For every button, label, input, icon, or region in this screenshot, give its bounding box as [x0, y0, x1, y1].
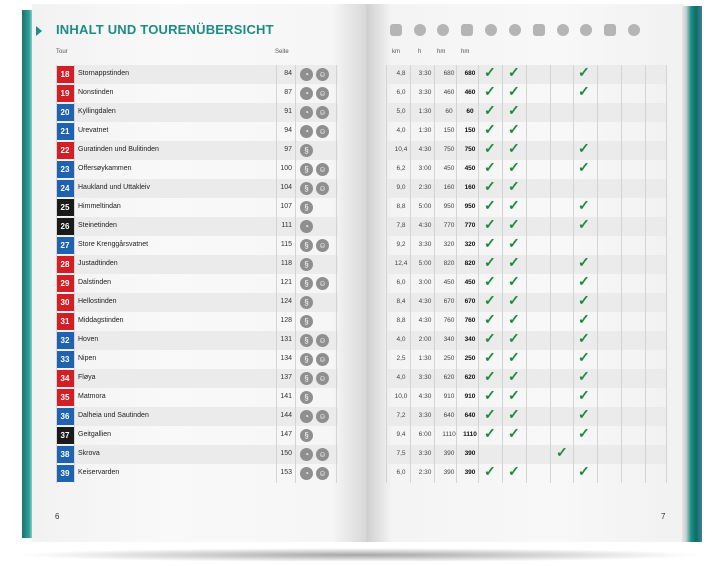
route-icon: ◔ — [300, 68, 313, 81]
page-title: INHALT UND TOURENÜBERSICHT — [56, 22, 274, 37]
tour-stat: 60 — [445, 108, 453, 115]
checkmark-icon: ✓ — [484, 216, 496, 232]
hiker-icon: § — [300, 296, 313, 309]
tour-stat: 4:30 — [418, 393, 432, 400]
tour-stat: 6:00 — [418, 431, 432, 438]
checkmark-icon: ✓ — [578, 292, 590, 308]
tour-stat: 2,5 — [396, 355, 406, 362]
signpost-icon — [580, 24, 592, 36]
tour-number-badge: 31 — [56, 313, 74, 330]
family-icon: ☺ — [316, 410, 329, 423]
tour-number-badge: 22 — [56, 142, 74, 159]
tour-stat: 2:00 — [418, 336, 432, 343]
tour-stat: 5:00 — [418, 260, 432, 267]
checkmark-icon: ✓ — [508, 292, 520, 308]
family-icon: ☺ — [316, 106, 329, 119]
page-number-right: 7 — [661, 512, 666, 521]
checkmark-icon: ✓ — [508, 83, 520, 99]
checkmark-icon: ✓ — [578, 425, 590, 441]
camera-icon — [461, 24, 473, 36]
checkmark-icon: ✓ — [578, 349, 590, 365]
tour-number-badge: 39 — [56, 465, 74, 482]
tour-stat: 460 — [464, 89, 476, 96]
checkmark-icon: ✓ — [578, 368, 590, 384]
family-icon: ☺ — [316, 372, 329, 385]
tour-stat: 670 — [464, 298, 476, 305]
checkmark-icon: ✓ — [508, 311, 520, 327]
checkmark-icon: ✓ — [484, 64, 496, 80]
checkmark-icon: ✓ — [508, 121, 520, 137]
checkmark-icon: ✓ — [484, 83, 496, 99]
checkmark-icon: ✓ — [578, 254, 590, 270]
checkmark-icon: ✓ — [508, 197, 520, 213]
tour-stat: 7,5 — [396, 450, 406, 457]
tour-stat: 3:30 — [418, 89, 432, 96]
checkmark-icon: ✓ — [508, 387, 520, 403]
tour-stat: 680 — [464, 70, 476, 77]
tour-name: Dalstinden — [78, 279, 112, 286]
grid-line — [478, 65, 479, 483]
tour-stat: 3:30 — [418, 374, 432, 381]
tour-stat: 10,0 — [394, 393, 408, 400]
checkmark-icon: ✓ — [484, 178, 496, 194]
tour-number-badge: 26 — [56, 218, 74, 235]
family-icon: ☺ — [316, 334, 329, 347]
hiker-icon: § — [300, 201, 313, 214]
tour-name: Keiservarden — [78, 469, 120, 476]
family-icon: ☺ — [316, 467, 329, 480]
family-icon: ☺ — [316, 239, 329, 252]
checkmark-icon: ✓ — [578, 406, 590, 422]
checkmark-icon: ✓ — [578, 273, 590, 289]
checkmark-icon: ✓ — [508, 178, 520, 194]
tour-stat: 6,0 — [396, 469, 406, 476]
tour-stat: 8,8 — [396, 317, 406, 324]
tour-stat: 4:30 — [418, 222, 432, 229]
tour-stat: 640 — [443, 412, 455, 419]
tour-stat: 150 — [464, 127, 476, 134]
checkmark-icon: ✓ — [484, 102, 496, 118]
route-icon: ◔ — [300, 410, 313, 423]
tour-page: 134 — [280, 355, 292, 362]
checkmark-icon: ✓ — [578, 64, 590, 80]
tour-stat: 390 — [464, 450, 476, 457]
tour-stat: 340 — [443, 336, 455, 343]
tour-stat: 250 — [464, 355, 476, 362]
checkmark-icon: ✓ — [484, 311, 496, 327]
tour-stat: 1:30 — [418, 355, 432, 362]
tour-stat: 820 — [443, 260, 455, 267]
checkmark-icon: ✓ — [484, 425, 496, 441]
grid-line — [295, 65, 296, 483]
tour-name: Hoven — [78, 336, 99, 343]
checkmark-icon: ✓ — [578, 83, 590, 99]
checkmark-icon: ✓ — [508, 368, 520, 384]
tour-stat: 4:30 — [418, 298, 432, 305]
tour-stat: 1:30 — [418, 127, 432, 134]
tour-number-badge: 20 — [56, 104, 74, 121]
tour-page: 121 — [280, 279, 292, 286]
tour-stat: 3:30 — [418, 70, 432, 77]
checkmark-icon: ✓ — [484, 159, 496, 175]
hiker-icon: § — [300, 429, 313, 442]
checkmark-icon: ✓ — [508, 254, 520, 270]
tour-stat: 12,4 — [394, 260, 408, 267]
checkmark-icon: ✓ — [578, 330, 590, 346]
checkmark-icon: ✓ — [578, 159, 590, 175]
tour-page: 128 — [280, 317, 292, 324]
checkmark-icon: ✓ — [508, 216, 520, 232]
family-icon: ☺ — [316, 277, 329, 290]
checkmark-icon: ✓ — [556, 444, 568, 460]
tour-stat: 450 — [464, 279, 476, 286]
checkmark-icon: ✓ — [484, 121, 496, 137]
hut-icon — [604, 24, 616, 36]
tour-stat: 8,4 — [396, 298, 406, 305]
tour-name: Skrova — [78, 450, 100, 457]
tour-stat: 390 — [464, 469, 476, 476]
tour-stat: 3:30 — [418, 241, 432, 248]
checkmark-icon: ✓ — [578, 140, 590, 156]
tour-stat: 2:30 — [418, 469, 432, 476]
tour-stat: 3:30 — [418, 450, 432, 457]
grid-line — [666, 65, 667, 483]
checkmark-icon: ✓ — [484, 406, 496, 422]
tour-stat: 950 — [464, 203, 476, 210]
tour-stat: 7,2 — [396, 412, 406, 419]
tour-name: Justadtinden — [78, 260, 118, 267]
clock-icon — [437, 24, 449, 36]
tour-page: 100 — [280, 165, 292, 172]
tour-stat: 3:00 — [418, 165, 432, 172]
tour-stat: 460 — [443, 89, 455, 96]
tour-stat: 5:00 — [418, 203, 432, 210]
tour-name: Urevatnet — [78, 127, 109, 134]
book-cover-right — [682, 6, 702, 542]
checkmark-icon: ✓ — [484, 140, 496, 156]
tour-stat: 6,0 — [396, 89, 406, 96]
tour-page: 107 — [280, 203, 292, 210]
tour-page: 87 — [284, 89, 292, 96]
grid-line — [56, 65, 57, 483]
grid-line — [526, 65, 527, 483]
tour-stat: 450 — [443, 165, 455, 172]
tour-stat: 670 — [443, 298, 455, 305]
checkmark-icon: ✓ — [578, 197, 590, 213]
checkmark-icon: ✓ — [484, 254, 496, 270]
checkmark-icon: ✓ — [508, 102, 520, 118]
tour-stat: 770 — [464, 222, 476, 229]
tour-number-badge: 37 — [56, 427, 74, 444]
tour-name: Himmeltindan — [78, 203, 121, 210]
tour-stat: 9,2 — [396, 241, 406, 248]
tour-stat: 450 — [464, 165, 476, 172]
family-icon: ☺ — [316, 68, 329, 81]
tour-stat: 6,2 — [396, 165, 406, 172]
tour-name: Haukland und Uttakleiv — [78, 184, 150, 191]
tour-page: 141 — [280, 393, 292, 400]
tour-stat: 6,0 — [396, 279, 406, 286]
tour-stat: 160 — [464, 184, 476, 191]
tour-stat: 1110 — [442, 431, 456, 438]
checkmark-icon: ✓ — [578, 463, 590, 479]
tour-stat: 770 — [443, 222, 455, 229]
tour-stat: 4,8 — [396, 70, 406, 77]
checkmark-icon: ✓ — [578, 387, 590, 403]
tour-name: Geitgallien — [78, 431, 112, 438]
checkmark-icon: ✓ — [484, 368, 496, 384]
header-h: h — [418, 49, 422, 55]
checkmark-icon: ✓ — [508, 273, 520, 289]
tour-name: Dalheia und Sautinden — [78, 412, 149, 419]
tour-stat: 5,0 — [396, 108, 406, 115]
tour-stat: 390 — [443, 450, 455, 457]
tour-stat: 320 — [443, 241, 455, 248]
tour-page: 144 — [280, 412, 292, 419]
tour-number-badge: 29 — [56, 275, 74, 292]
tour-name: Hellostinden — [78, 298, 117, 305]
checkmark-icon: ✓ — [508, 425, 520, 441]
tour-number-badge: 33 — [56, 351, 74, 368]
tour-page: 137 — [280, 374, 292, 381]
tour-stat: 4,0 — [396, 127, 406, 134]
tour-stat: 160 — [443, 184, 455, 191]
tour-page: 84 — [284, 70, 292, 77]
checkmark-icon: ✓ — [578, 216, 590, 232]
tour-stat: 2:30 — [418, 184, 432, 191]
route-icon: ◔ — [300, 125, 313, 138]
hiker-icon: § — [300, 391, 313, 404]
checkmark-icon: ✓ — [508, 463, 520, 479]
hiker-icon: § — [300, 144, 313, 157]
tour-stat: 3:30 — [418, 412, 432, 419]
tour-number-badge: 19 — [56, 85, 74, 102]
tour-stat: 7,8 — [396, 222, 406, 229]
hiker-icon: § — [300, 334, 313, 347]
grid-line — [336, 65, 337, 483]
tour-number-badge: 28 — [56, 256, 74, 273]
tour-number-badge: 38 — [56, 446, 74, 463]
checkmark-icon: ✓ — [508, 159, 520, 175]
tour-page: 111 — [281, 222, 292, 229]
tour-number-badge: 36 — [56, 408, 74, 425]
checkmark-icon: ✓ — [484, 197, 496, 213]
tour-name: Middagstinden — [78, 317, 124, 324]
tour-stat: 4:30 — [418, 317, 432, 324]
tour-name: Stornappstinden — [78, 70, 129, 77]
grid-line — [621, 65, 622, 483]
checkmark-icon: ✓ — [508, 330, 520, 346]
header-hm-down: hm — [461, 49, 470, 55]
tour-stat: 750 — [464, 146, 476, 153]
tour-stat: 320 — [464, 241, 476, 248]
bus-icon — [628, 24, 640, 36]
tour-name: Matmora — [78, 393, 106, 400]
route-icon: ◔ — [300, 106, 313, 119]
tour-stat: 1110 — [463, 431, 477, 438]
tour-stat: 9,0 — [396, 184, 406, 191]
tour-name: Offersøykammen — [78, 165, 132, 172]
tour-stat: 750 — [443, 146, 455, 153]
checkmark-icon: ✓ — [484, 349, 496, 365]
hiker-icon: § — [300, 239, 313, 252]
tour-stat: 9,4 — [396, 431, 406, 438]
family-icon: ☺ — [316, 87, 329, 100]
tour-stat: 10,4 — [394, 146, 408, 153]
checkmark-icon: ✓ — [484, 463, 496, 479]
checkmark-icon: ✓ — [508, 406, 520, 422]
checkmark-icon: ✓ — [484, 273, 496, 289]
tour-number-badge: 35 — [56, 389, 74, 406]
tour-page: 118 — [280, 260, 292, 267]
checkmark-icon: ✓ — [508, 140, 520, 156]
checkmark-icon: ✓ — [578, 311, 590, 327]
tour-stat: 4:30 — [418, 146, 432, 153]
grid-line — [456, 65, 457, 483]
tour-stat: 1:30 — [418, 108, 432, 115]
header-seite: Seite — [275, 49, 289, 55]
grid-line — [645, 65, 646, 483]
route-icon: ◔ — [300, 467, 313, 480]
hiker-icon: § — [300, 315, 313, 328]
family-icon: ☺ — [316, 353, 329, 366]
header-hm-up: hm — [437, 49, 446, 55]
family-icon: ☺ — [316, 163, 329, 176]
tour-stat: 60 — [466, 108, 474, 115]
tour-stat: 3:00 — [418, 279, 432, 286]
route-icon: ◔ — [300, 87, 313, 100]
page-number-left: 6 — [55, 512, 60, 521]
grid-line — [434, 65, 435, 483]
tour-number-badge: 32 — [56, 332, 74, 349]
checkmark-icon: ✓ — [508, 349, 520, 365]
family-icon: ☺ — [316, 182, 329, 195]
grid-line — [410, 65, 411, 483]
tour-page: 131 — [280, 336, 292, 343]
hiker-icon: § — [300, 372, 313, 385]
grid-line — [573, 65, 574, 483]
tour-name: Fløya — [78, 374, 96, 381]
tour-stat: 8,8 — [396, 203, 406, 210]
tour-name: Guratinden und Bulitinden — [78, 146, 159, 153]
tour-page: 153 — [280, 469, 292, 476]
hiker-icon: § — [300, 182, 313, 195]
grid-line — [550, 65, 551, 483]
tour-name: Nonstinden — [78, 89, 114, 96]
tour-name: Nipen — [78, 355, 97, 362]
tour-name: Steinetinden — [78, 222, 117, 229]
tour-name: Store Krenggårsvatnet — [78, 241, 149, 248]
tour-page: 147 — [280, 431, 292, 438]
tour-number-badge: 23 — [56, 161, 74, 178]
tour-number-badge: 34 — [56, 370, 74, 387]
tour-stat: 680 — [443, 70, 455, 77]
tour-stat: 250 — [443, 355, 455, 362]
tour-number-badge: 24 — [56, 180, 74, 197]
tour-number-badge: 30 — [56, 294, 74, 311]
tour-stat: 620 — [443, 374, 455, 381]
tour-page: 94 — [284, 127, 292, 134]
book-shadow — [14, 548, 704, 562]
checkmark-icon: ✓ — [484, 330, 496, 346]
tour-number-badge: 27 — [56, 237, 74, 254]
tour-stat: 4,0 — [396, 336, 406, 343]
tour-page: 97 — [284, 146, 292, 153]
tour-stat: 4,0 — [396, 374, 406, 381]
tour-page: 104 — [280, 184, 292, 191]
route-icon: ◔ — [300, 220, 313, 233]
family-icon: ☺ — [316, 125, 329, 138]
hiker-icon: § — [300, 353, 313, 366]
boot-icon — [557, 24, 569, 36]
tour-stat: 340 — [464, 336, 476, 343]
route-icon: ◔ — [300, 448, 313, 461]
header-km: km — [392, 49, 400, 55]
checkmark-icon: ✓ — [508, 64, 520, 80]
tour-stat: 760 — [464, 317, 476, 324]
hiker-icon: § — [300, 163, 313, 176]
family-icon: ☺ — [316, 448, 329, 461]
bike-icon — [509, 24, 521, 36]
flag-icon — [485, 24, 497, 36]
family-icon — [533, 24, 545, 36]
grid-line — [276, 65, 277, 483]
hiker-icon: § — [300, 258, 313, 271]
tour-stat: 820 — [464, 260, 476, 267]
hiker-icon: § — [300, 277, 313, 290]
grid-line — [74, 65, 75, 483]
tour-stat: 150 — [443, 127, 455, 134]
tour-stat: 450 — [443, 279, 455, 286]
tour-number-badge: 25 — [56, 199, 74, 216]
tour-stat: 640 — [464, 412, 476, 419]
grid-line — [597, 65, 598, 483]
tour-page: 91 — [284, 108, 292, 115]
checkmark-icon: ✓ — [484, 387, 496, 403]
tour-stat: 910 — [464, 393, 476, 400]
tour-number-badge: 21 — [56, 123, 74, 140]
tour-page: 150 — [280, 450, 292, 457]
tour-number-badge: 18 — [56, 66, 74, 83]
grid-line — [502, 65, 503, 483]
tour-page: 124 — [280, 298, 292, 305]
checkmark-icon: ✓ — [484, 292, 496, 308]
tour-stat: 390 — [443, 469, 455, 476]
walk-icon — [390, 24, 402, 36]
tour-stat: 620 — [464, 374, 476, 381]
title-arrow-icon — [36, 26, 42, 36]
header-tour: Tour — [56, 49, 68, 55]
tour-stat: 950 — [443, 203, 455, 210]
tour-name: Kyllingdalen — [78, 108, 116, 115]
tour-stat: 910 — [443, 393, 455, 400]
tour-stat: 760 — [443, 317, 455, 324]
ski-icon — [414, 24, 426, 36]
checkmark-icon: ✓ — [508, 235, 520, 251]
checkmark-icon: ✓ — [484, 235, 496, 251]
tour-page: 115 — [280, 241, 292, 248]
grid-line — [386, 65, 387, 483]
